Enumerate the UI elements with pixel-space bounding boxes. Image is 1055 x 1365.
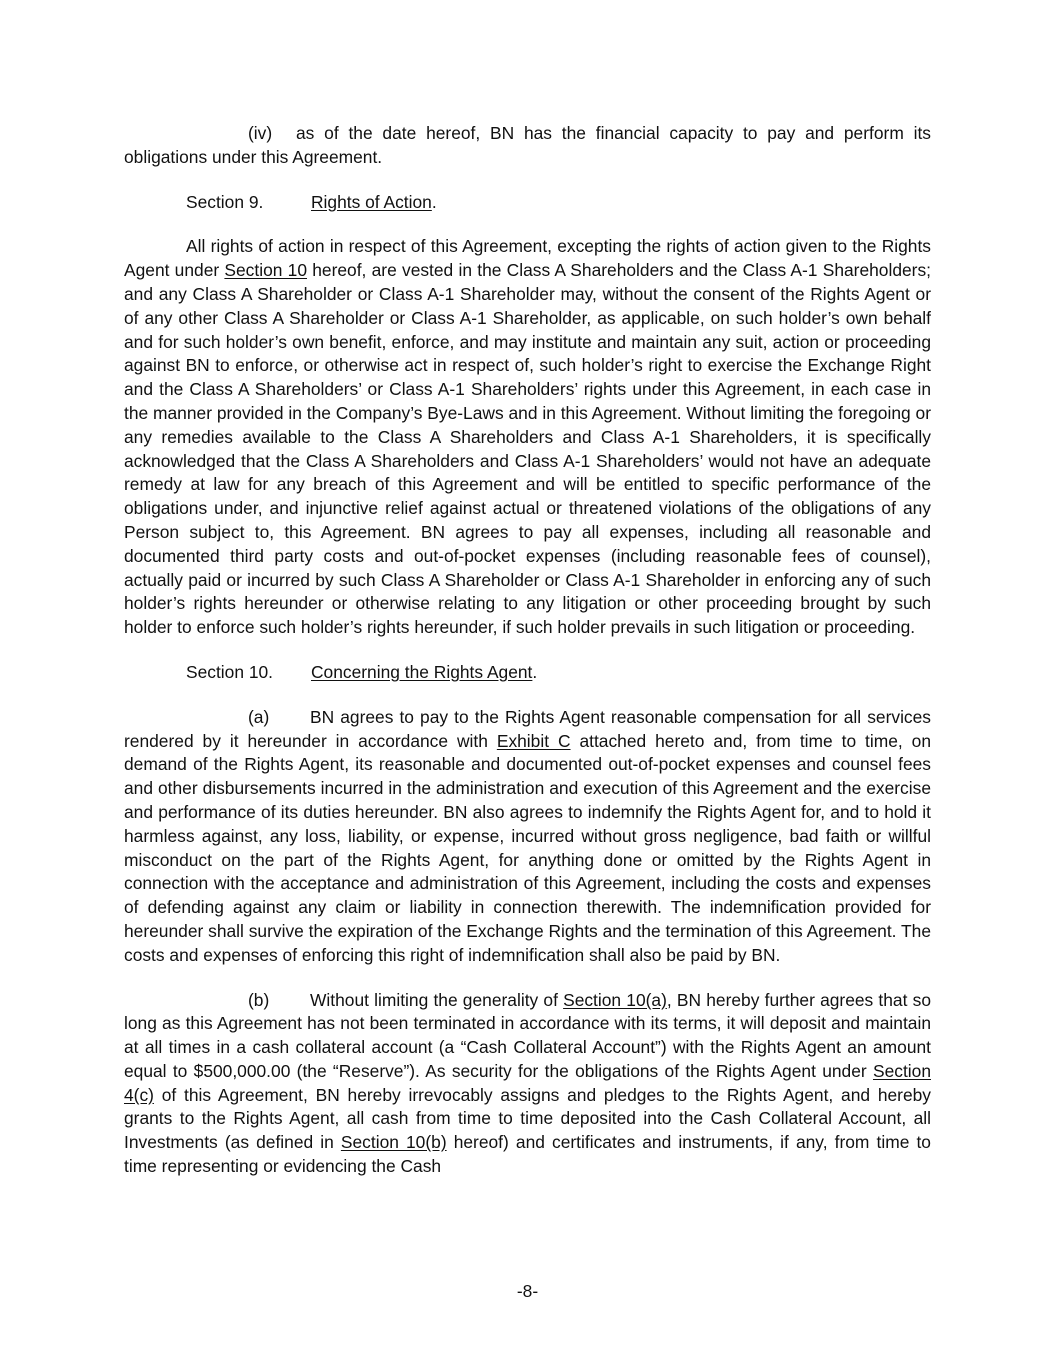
section-9-text-2: hereof, are vested in the Class A Shareholders and the Class A-1 Shareholders; and any Class A Shareholder or Class A-1 Shareholder may, without the consent of the Rights Agent or of any other Class A Shareholder or Class A-1 Shareholder, as applicable, on such holder’s own behalf and for such holder’s own benefit, enforce, and may institute and maintain any suit, action or proceeding against BN to enforce, or otherwise act in respect of, such holder’s right to exercise the Exchange Right and the Class A Shareholders’ or Class A-1 Shareholders’ rights under this Agreement, in each case in the manner provided in the Company’s Bye-Laws and in this Agreement. Without limiting the foregoing or any remedies available to the Class A Shareholders and Class A-1 Shareholders, it is specifically acknowledged that the Class A Shareholders and Class A-1 Shareholders’ would not have an adequate remedy at law for any breach of this Agreement and will be entitled to specific performance of the obligations under, and injunctive relief against actual or threatened violations of the obligations of any Person subject to, this Agreement. BN agrees to pay all expenses, including all reasonable and documented third party costs and out-of-pocket expenses (including reasonable fees of counsel), actually paid or incurred by such Class A Shareholder or Class A-1 Shareholder in enforcing any of such holder’s rights hereunder or otherwise relating to any litigation or other proceeding brought by such holder to enforce such holder’s rights hereunder, if such holder prevails in such litigation or proceeding.: [124, 260, 931, 638]
section-10a-paragraph: [124, 706, 931, 968]
section-10-heading: [124, 661, 931, 685]
section-9-title-period: .: [431, 191, 437, 212]
section-10-reference: Section 10: [224, 260, 307, 281]
section-10-title: Concerning the Rights Agent: [311, 661, 533, 682]
item-iv-paragraph: [124, 122, 931, 170]
section-10b-text-1: Without limiting the generality of: [310, 989, 564, 1010]
section-9-number: Section 9.: [186, 191, 264, 212]
section-10a-text-2: attached hereto and, from time to time, on demand of the Rights Agent, its reasonable and documented out-of-pocket expenses and counsel fees and other disbursements incurred in the administration and execution of this Agreement and the exercise and performance of its duties hereunder. BN also agrees to indemnify the Rights Agent for, and to hold it harmless against, any loss, liability, or expense, incurred without gross negligence, bad faith or willful misconduct on the part of the Rights Agent, for anything done or omitted by the Rights Agent in connection with the acceptance and administration of this Agreement, including the costs and expenses of defending against any claim or liability in connection therewith. The indemnification provided for hereunder shall survive the expiration of the Exchange Rights and the termination of this Agreement. The costs and expenses of enforcing this right of indemnification shall also be paid by BN.: [124, 730, 932, 965]
section-10b-label: (b): [248, 989, 270, 1010]
section-10b-text-4: hereof) and certificates and instruments, if any, from time to time representing or evidencing the Cash: [124, 1132, 931, 1177]
exhibit-c-reference: Exhibit C: [496, 730, 571, 751]
section-10b-paragraph: [124, 989, 931, 1179]
section-10b-text-3: of this Agreement, BN hereby irrevocably assigns and pledges to the Rights Agent, and hereby grants to the Rights Agent, all cash from time to time deposited into the Cash Collateral Account, all Investments (as defined in: [124, 1084, 931, 1153]
section-10-number: Section 10.: [186, 661, 274, 682]
section-10b-reference: Section 10(b): [340, 1132, 447, 1153]
section-4c-reference: Section 4(c): [124, 1060, 931, 1105]
section-9-paragraph: [124, 235, 931, 640]
section-10a-text-1: BN agrees to pay to the Rights Agent reasonable compensation for all services rendered by it hereunder in accordance with: [124, 706, 931, 751]
item-iv-label: (iv): [248, 123, 273, 143]
section-9-text-1: All rights of action in respect of this Agreement, excepting the rights of action given to the Rights Agent under: [124, 236, 931, 281]
document-page: [124, 122, 931, 1179]
section-10a-label: (a): [248, 706, 270, 727]
section-9-title: Rights of Action: [311, 191, 432, 212]
section-9-heading: [124, 191, 931, 215]
section-10-title-period: .: [532, 661, 538, 682]
section-10a-reference: Section 10(a): [563, 989, 667, 1010]
section-10b-text-2: , BN hereby further agrees that so long as this Agreement has not been terminated in accordance with its terms, it will deposit and maintain at all times in a cash collateral account (a “Cash Collateral Account”) with the Rights Agent an amount equal to $500,000.00 (the “Reserve”). As security for the obligations of the Rights Agent under: [124, 989, 931, 1081]
page-number: -8-: [516, 1281, 539, 1301]
item-iv-text: as of the date hereof, BN has the financial capacity to pay and perform its obligations under this Agreement.: [124, 123, 931, 167]
